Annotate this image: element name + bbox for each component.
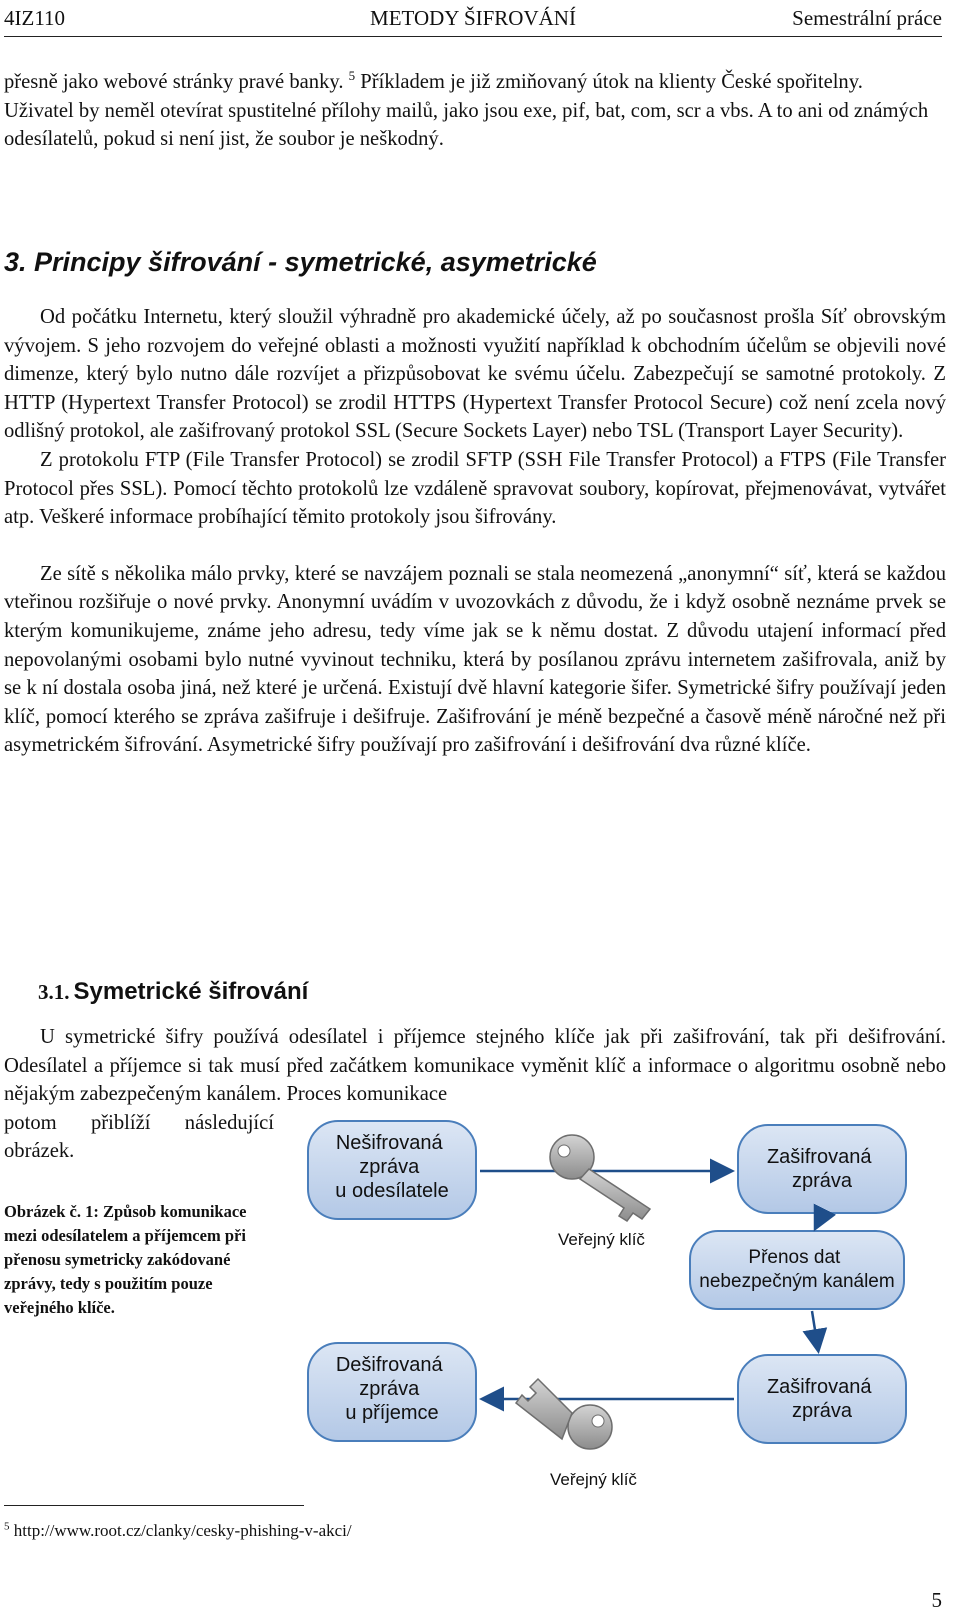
node-tl-line-2: zpráva	[359, 1156, 420, 1178]
figure-caption: Obrázek č. 1: Způsob komunikace mezi odesílatelem a příjemcem při přenosu symetricky zakódované zprávy, tedy s použitím pouze veřejného klíče.	[4, 1202, 247, 1317]
section-3-paragraph-2: Z protokolu FTP (File Transfer Protocol) se zrodil SFTP (SSH File Transfer Protocol) a FTPS (File Transfer Protocol přes SSL). Pomocí těchto protokolů lze vzdáleně spravovat soubory, kopírovat, přejmenovávat, vytvářet atp. Veškeré informace probíhající těmito protokoly jsou šifrovány.	[4, 448, 946, 529]
arrow-from-channel	[812, 1311, 818, 1349]
footnote-reference[interactable]: 5	[348, 68, 356, 84]
node-bl-line-2: zpráva	[359, 1378, 420, 1400]
key-icon-top	[550, 1135, 650, 1221]
section-3-1-paragraph-end-b: obrázek.	[4, 1140, 75, 1163]
arrow-to-channel	[816, 1215, 822, 1227]
intro-paragraph-2: Uživatel by neměl otevírat spustitelné přílohy mailů, jako jsou exe, pif, bat, com, scr a vbs. A to ani od známých odesílatelů, pokud si není jist, že soubor je neškodný.	[4, 99, 929, 151]
node-tr-line-2: zpráva	[791, 1170, 853, 1192]
node-ciphertext-top	[738, 1125, 906, 1213]
node-br-line-1: Zašifrovaná	[766, 1376, 872, 1398]
key-label-bottom: Veřejný klíč	[550, 1470, 637, 1489]
footnote-separator	[4, 1505, 304, 1506]
node-mid-line-1: Přenos dat	[748, 1247, 841, 1268]
section-3-1-title: Symetrické šifrování	[73, 978, 309, 1005]
footnote-url[interactable]: http://www.root.cz/clanky/cesky-phishing-v-akci/	[13, 1521, 352, 1540]
section-3-body	[4, 303, 946, 760]
section-3-paragraph-3: Ze sítě s několika málo prvky, které se navzájem poznali se stala neomezená „anonymní“ síť, která se každou vteřinou rozšiřuje o nové prvky. Anonymní uvádím v uvozovkách z důvodu, že i když osobně neznáme prvek se kterým komunikujeme, známe jeho adresu, tedy víme jak se k němu dostat. Z důvodu utajení informací před nepovolanými osobami bylo nutné vyvinout techniku, která by posílanou zprávu internetem zašifrovala, aniž by se k ní dostala osoba jiná, než které je určená. Existují dvě hlavní kategorie šifer. Symetrické šifry používají jeden klíč, pomocí kterého se zpráva zašifruje i dešifruje. Zašifrování je méně bezpečné a časově méně náročné než při asymetrickém šifrování. Asymetrické šifry používají pro zašifrování i dešifrování dva různé klíče.	[4, 562, 946, 757]
node-br-line-2: zpráva	[791, 1400, 853, 1422]
course-code: 4IZ110	[4, 6, 66, 30]
key-icon-bottom	[516, 1379, 612, 1449]
node-tr-line-1: Zašifrovaná	[766, 1146, 872, 1168]
node-ciphertext-bottom	[738, 1355, 906, 1443]
section-3-heading: 3. Principy šifrování - symetrické, asymetrické	[4, 247, 597, 277]
document-title: METODY ŠIFROVÁNÍ	[370, 6, 576, 30]
node-mid-line-2: nebezpečným kanálem	[699, 1271, 895, 1292]
section-3-1-number: 3.1.	[38, 980, 70, 1004]
node-bl-line-3: u příjemce	[345, 1402, 439, 1424]
section-3-1-heading	[38, 978, 308, 1006]
node-tl-line-1: Nešifrovaná	[335, 1132, 443, 1154]
page-header	[4, 4, 942, 37]
symmetric-encryption-diagram	[300, 1117, 940, 1505]
page-number: 5	[931, 1588, 942, 1612]
node-tl-line-3: u odesílatele	[335, 1180, 449, 1202]
section-3-1-paragraph: U symetrické šifry používá odesílatel i příjemce stejného klíče jak při zašifrování, tak při dešifrování. Odesílatel a příjemce si tak musí před začátkem komunikace vyměnit klíč a informace o algoritmu osobně nebo nějakým zabezpečeným kanálem. Proces komunikace	[4, 1026, 946, 1106]
document-type: Semestrální práce	[792, 6, 942, 30]
section-3-paragraph-1: Od počátku Internetu, který sloužil výhradně pro akademické účely, až po současnost prošla Síť obrovským vývojem. S jeho rozvojem do veřejné oblasti a možnosti využití například k obchodním účelům se objevili nové dimenze, který bylo nutno dále rozvíjet a přizpůsobovat ke svému účelu. Zabezpečují se samotné protokoly. Z HTTP (Hypertext Transfer Protocol) se zrodil HTTPS (Hypertext Transfer Protocol Secure) což není zcela nový odlišný protokol, ale zašifrovaný protokol SSL (Secure Sockets Layer) nebo TSL (Transport Layer Security).	[4, 306, 946, 443]
node-insecure-channel	[690, 1231, 904, 1309]
key-label-top: Veřejný klíč	[558, 1230, 645, 1249]
footnote-mark: 5	[4, 1520, 10, 1533]
footnote	[4, 1521, 352, 1541]
intro-paragraph-1: přesně jako webové stránky pravé banky. $^5$ Příkladem je již zmiňovaný útok na klienty České spořitelny.	[4, 68, 863, 93]
intro-text	[4, 68, 946, 154]
section-3-1-paragraph-end-a: potom přiblíží následující	[4, 1111, 274, 1134]
node-bl-line-1: Dešifrovaná	[335, 1354, 443, 1376]
